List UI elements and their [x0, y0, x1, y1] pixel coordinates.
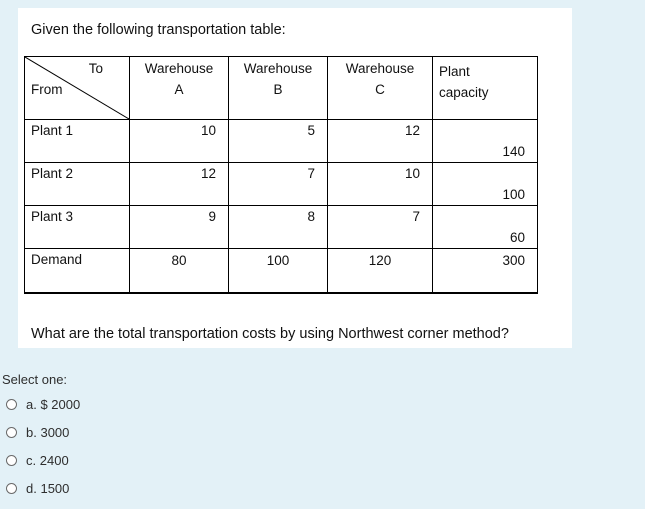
demand-value: 120	[368, 253, 392, 268]
answer-option-a[interactable]	[6, 395, 80, 413]
cost-value: 12	[200, 166, 216, 181]
option-text: 3000	[40, 424, 70, 440]
answer-option-c[interactable]	[6, 451, 69, 469]
cost-value: 5	[307, 123, 315, 138]
capacity-cell	[433, 163, 538, 206]
capacity-value: 60	[509, 230, 525, 245]
cost-cell	[328, 206, 433, 249]
demand-label-cell	[25, 249, 130, 294]
warehouse-letter: B	[273, 82, 283, 97]
cost-cell	[229, 206, 328, 249]
corner-to-label: To	[88, 61, 103, 76]
cost-value: 12	[404, 123, 420, 138]
question-intro: Given the following transportation table:	[31, 22, 286, 38]
corner-from-label: From	[31, 82, 63, 97]
warehouse-name: Warehouse	[144, 61, 214, 76]
corner-cell	[25, 57, 130, 120]
plant-label: Plant 1	[31, 123, 74, 138]
radio-button[interactable]	[6, 483, 17, 494]
cost-value: 7	[412, 209, 420, 224]
cost-value: 10	[404, 166, 420, 181]
capacity-value: 100	[502, 187, 525, 202]
demand-total-value: 300	[502, 253, 525, 268]
cost-value: 9	[208, 209, 216, 224]
option-letter: c.	[26, 452, 37, 468]
plant-label-cell	[25, 206, 130, 249]
demand-label: Demand	[31, 252, 83, 267]
cost-cell	[328, 163, 433, 206]
capacity-value: 140	[502, 144, 525, 159]
warehouse-name: Warehouse	[243, 61, 313, 76]
radio-button[interactable]	[6, 427, 17, 438]
cost-cell	[229, 120, 328, 163]
warehouse-b-header	[229, 57, 328, 120]
option-letter: d.	[26, 480, 37, 496]
warehouse-letter: A	[174, 82, 184, 97]
demand-row	[25, 249, 538, 294]
cost-cell	[130, 163, 229, 206]
radio-button[interactable]	[6, 399, 17, 410]
cost-cell	[130, 120, 229, 163]
capacity-cell	[433, 206, 538, 249]
table-row	[25, 120, 538, 163]
capacity-header	[433, 57, 538, 120]
plant-label-cell	[25, 120, 130, 163]
demand-value: 100	[266, 253, 290, 268]
cost-value: 7	[307, 166, 315, 181]
option-text: 1500	[40, 480, 70, 496]
answer-option-d[interactable]	[6, 479, 69, 497]
demand-cell	[229, 249, 328, 294]
demand-total-cell	[433, 249, 538, 294]
cost-value: 10	[200, 123, 216, 138]
question-prompt: What are the total transportation costs by using Northwest corner method?	[31, 326, 509, 342]
demand-value: 80	[171, 253, 187, 268]
radio-button[interactable]	[6, 455, 17, 466]
option-text: $ 2000	[40, 396, 81, 412]
warehouse-letter: C	[375, 82, 385, 97]
demand-cell	[130, 249, 229, 294]
answer-option-b[interactable]	[6, 423, 69, 441]
select-one-label: Select one:	[2, 372, 68, 387]
table-row	[25, 206, 538, 249]
capacity-header-line2: capacity	[439, 85, 489, 100]
plant-label: Plant 2	[31, 166, 74, 181]
demand-cell	[328, 249, 433, 294]
plant-label-cell	[25, 163, 130, 206]
option-text: 2400	[39, 452, 69, 468]
capacity-header-line1: Plant	[439, 64, 470, 79]
warehouse-name: Warehouse	[345, 61, 415, 76]
plant-label: Plant 3	[31, 209, 74, 224]
question-card	[18, 8, 572, 348]
table-row	[25, 163, 538, 206]
cost-cell	[328, 120, 433, 163]
option-letter: b.	[26, 424, 37, 440]
capacity-cell	[433, 120, 538, 163]
cost-cell	[130, 206, 229, 249]
option-letter: a.	[26, 396, 37, 412]
cost-value: 8	[307, 209, 315, 224]
cost-cell	[229, 163, 328, 206]
warehouse-c-header	[328, 57, 433, 120]
warehouse-a-header	[130, 57, 229, 120]
capacity-header-text	[439, 61, 489, 103]
transportation-table	[24, 56, 538, 294]
